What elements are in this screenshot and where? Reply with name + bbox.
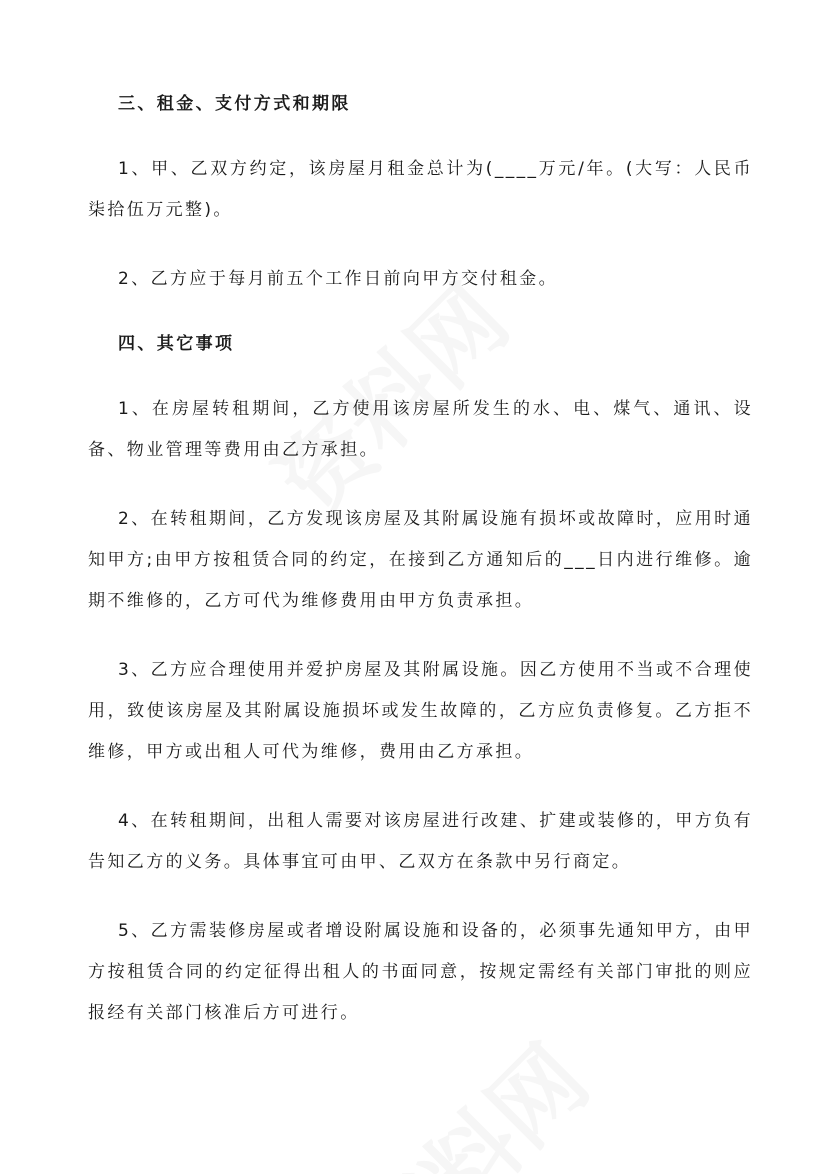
paragraph-other-1: 1、在房屋转租期间，乙方使用该房屋所发生的水、电、煤气、通讯、设备、物业管理等费用由乙方承担。 [88, 399, 753, 460]
paragraph-other-5: 5、乙方需装修房屋或者增设附属设施和设备的，必须事先通知甲方，由甲方按租赁合同的约定征得出租人的书面同意，按规定需经有关部门审批的则应报经有关部门核准后方可进行。 [88, 921, 753, 1023]
paragraph-other-4: 4、在转租期间，出租人需要对该房屋进行改建、扩建或装修的，甲方负有告知乙方的义务。具体事宜可由甲、乙双方在条款中另行商定。 [88, 811, 753, 872]
section-heading-other: 四、其它事项 [118, 334, 235, 354]
paragraph-rent-payment: 2、乙方应于每月前五个工作日前向甲方交付租金。 [118, 269, 559, 289]
paragraph-other-3: 3、乙方应合理使用并爱护房屋及其附属设施。因乙方使用不当或不合理使用，致使该房屋及其附属设施损坏或发生故障的，乙方应负责修复。乙方拒不维修，甲方或出租人可代为维修，费用由乙方承担。 [88, 660, 753, 762]
section-heading-rent: 三、租金、支付方式和期限 [118, 94, 351, 114]
paragraph-other-2: 2、在转租期间，乙方发现该房屋及其附属设施有损坏或故障时，应用时通知甲方;由甲方按租赁合同的约定，在接到乙方通知后的___日内进行维修。逾期不维修的，乙方可代为维修费用由甲方负责承担。 [88, 509, 753, 611]
watermark [324, 1012, 613, 1174]
document-body [88, 88, 753, 1034]
paragraph-rent-amount: 1、甲、乙双方约定，该房屋月租金总计为(____万元/年。(大写：人民币柒拾伍万元整)。 [88, 159, 753, 220]
